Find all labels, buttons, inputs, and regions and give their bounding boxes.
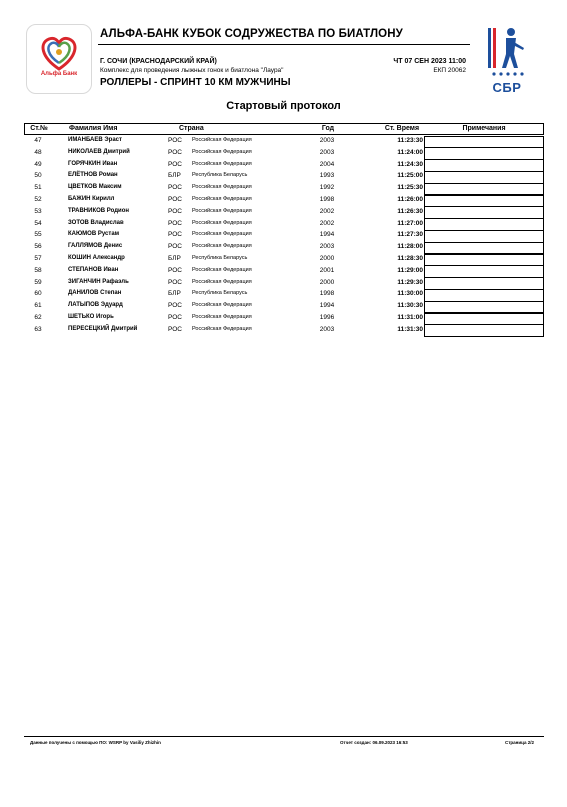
table-row [24, 170, 544, 182]
country-name: Российская Федерация [192, 243, 252, 250]
country-code: БЛР [168, 254, 181, 262]
table-row [24, 253, 544, 265]
start-number: 62 [34, 313, 42, 321]
event-title: АЛЬФА-БАНК КУБОК СОДРУЖЕСТВА ПО БИАТЛОНУ [100, 28, 403, 40]
start-time: 11:31:00 [397, 313, 423, 321]
country-name: Российская Федерация [192, 137, 252, 143]
biathlete-icon [484, 24, 530, 80]
country-code: БЛР [168, 172, 181, 180]
country-name: Российская Федерация [192, 184, 252, 191]
birth-year: 2004 [319, 160, 335, 168]
table-row [24, 265, 544, 277]
table-row [24, 312, 544, 324]
birth-year: 1996 [319, 313, 335, 321]
start-number: 61 [34, 302, 42, 310]
race-code: ЕКП 20062 [433, 67, 466, 74]
start-time: 11:26:30 [397, 207, 423, 215]
start-number: 50 [34, 172, 42, 180]
notes-cell [424, 324, 544, 337]
venue: Комплекс для проведения лыжных гонок и биатлона "Лаура" [100, 67, 284, 74]
country-name: Республика Беларусь [192, 254, 248, 261]
header-year: Год [321, 125, 335, 132]
header-divider [98, 44, 470, 45]
start-number: 53 [34, 207, 42, 215]
athlete-name: ДАНИЛОВ Степан [68, 290, 122, 297]
country-code: РОС [168, 266, 182, 274]
start-time: 11:29:00 [397, 266, 423, 274]
start-time: 11:24:00 [397, 148, 423, 156]
table-row [24, 147, 544, 159]
birth-year: 2003 [319, 137, 335, 144]
table-row [24, 300, 544, 312]
birth-year: 2003 [319, 325, 335, 333]
start-time: 11:25:00 [397, 172, 423, 180]
start-number: 60 [34, 290, 42, 298]
country-name: Российская Федерация [192, 325, 252, 332]
header-notes: Примечания [462, 125, 506, 132]
start-time: 11:28:00 [397, 243, 423, 251]
start-number: 55 [34, 231, 42, 239]
athlete-name: ЦВЕТКОВ Максим [68, 184, 122, 191]
table-row [24, 218, 544, 230]
start-number: 52 [34, 195, 42, 203]
start-time: 11:24:30 [397, 160, 423, 168]
table-row [24, 159, 544, 171]
athlete-name: ГАЛЛЯМОВ Денис [68, 243, 123, 250]
footer-page-number: Страница 2/2 [504, 740, 534, 745]
country-code: РОС [168, 184, 182, 192]
country-name: Российская Федерация [192, 278, 252, 285]
country-name: Российская Федерация [192, 148, 252, 155]
athlete-name: ГОРЯЧКИН Иван [68, 160, 118, 167]
athlete-name: ИМАНБАЕВ Эраст [68, 137, 122, 143]
birth-year: 2001 [319, 266, 335, 274]
country-code: РОС [168, 148, 182, 156]
country-code: РОС [168, 278, 182, 286]
athlete-name: ШЕТЬКО Игорь [68, 313, 114, 320]
country-code: РОС [168, 243, 182, 251]
birth-year: 2000 [319, 254, 335, 262]
birth-year: 1993 [319, 172, 335, 180]
header-start-time: Ст. Время [384, 125, 420, 132]
table-row [24, 288, 544, 300]
start-number: 56 [34, 243, 42, 251]
sbr-logo [484, 24, 530, 96]
country-name: Российская Федерация [192, 313, 252, 320]
start-number: 59 [34, 278, 42, 286]
country-code: РОС [168, 160, 182, 168]
table-row [24, 206, 544, 218]
footer-software: Данные получены с помощью ПО: WSRP by Vasiliy Zhizhin [30, 740, 161, 745]
start-number: 49 [34, 160, 42, 168]
athlete-name: ЗОТОВ Владислав [68, 219, 124, 226]
table-row [24, 229, 544, 241]
country-name: Российская Федерация [192, 219, 252, 226]
athlete-name: БАЖИН Кирилл [68, 195, 115, 202]
sbr-logo-text: СБР [492, 80, 522, 95]
table-row [24, 135, 544, 147]
start-time: 11:28:30 [397, 254, 423, 262]
country-code: РОС [168, 137, 182, 144]
athlete-name: ЕЛЁТНОВ Роман [68, 172, 118, 179]
footer-report-created: Отчет создан: 06.09.2023 16:53 [340, 740, 408, 745]
athlete-name: ТРАВНИКОВ Родион [68, 207, 130, 214]
start-time: 11:23:30 [397, 137, 423, 144]
table-row [24, 182, 544, 194]
country-code: РОС [168, 325, 182, 333]
country-name: Российская Федерация [192, 302, 252, 309]
start-time: 11:30:30 [397, 302, 423, 310]
footer-divider [24, 736, 544, 737]
birth-year: 2003 [319, 148, 335, 156]
heart-logo-icon [27, 25, 91, 93]
country-name: Российская Федерация [192, 160, 252, 167]
start-number: 47 [34, 137, 42, 144]
alfa-bank-cup-logo [26, 24, 92, 94]
start-number: 57 [34, 254, 42, 262]
country-code: РОС [168, 207, 182, 215]
athlete-name: СТЕПАНОВ Иван [68, 266, 119, 273]
country-code: БЛР [168, 290, 181, 298]
birth-year: 2000 [319, 278, 335, 286]
country-code: РОС [168, 219, 182, 227]
start-number: 63 [34, 325, 42, 333]
start-time: 11:30:00 [397, 290, 423, 298]
athlete-name: КАЮМОВ Рустам [68, 231, 120, 238]
country-code: РОС [168, 195, 182, 203]
header-start-number: Ст.№ [30, 125, 48, 132]
start-number: 58 [34, 266, 42, 274]
country-name: Российская Федерация [192, 231, 252, 238]
birth-year: 1998 [319, 195, 335, 203]
header-name: Фамилия Имя [69, 125, 118, 132]
start-number: 48 [34, 148, 42, 156]
birth-year: 2002 [319, 207, 335, 215]
start-number: 51 [34, 184, 42, 192]
race-title: РОЛЛЕРЫ - СПРИНТ 10 КМ МУЖЧИНЫ [100, 77, 291, 88]
athlete-name: ЗИГАНЧИН Рафаэль [68, 278, 129, 285]
table-body [24, 135, 544, 336]
header-country: Страна [179, 125, 204, 132]
birth-year: 1992 [319, 184, 335, 192]
birth-year: 1994 [319, 231, 335, 239]
start-time: 11:26:00 [397, 195, 423, 203]
start-time: 11:27:00 [397, 219, 423, 227]
athlete-name: ПЕРЕСЕЦКИЙ Дмитрий [68, 325, 138, 332]
athlete-name: ЛАТЫПОВ Эдуард [68, 302, 123, 309]
birth-year: 2003 [319, 243, 335, 251]
athlete-name: НИКОЛАЕВ Дмитрий [68, 148, 130, 155]
country-code: РОС [168, 302, 182, 310]
birth-year: 1994 [319, 302, 335, 310]
table-row [24, 194, 544, 206]
start-time: 11:27:30 [397, 231, 423, 239]
location: Г. СОЧИ (КРАСНОДАРСКИЙ КРАЙ) [100, 58, 217, 65]
country-name: Российская Федерация [192, 207, 252, 214]
country-name: Республика Беларусь [192, 172, 248, 179]
birth-year: 1998 [319, 290, 335, 298]
start-list-table [24, 123, 544, 336]
country-name: Российская Федерация [192, 266, 252, 273]
athlete-name: КОШИН Александр [68, 254, 125, 261]
alfa-bank-logo-text: Альфа Банк [40, 71, 78, 77]
table-row [24, 277, 544, 289]
country-code: РОС [168, 231, 182, 239]
table-row [24, 241, 544, 253]
table-header [24, 123, 544, 135]
birth-year: 2002 [319, 219, 335, 227]
start-time: 11:25:30 [397, 184, 423, 192]
start-time: 11:29:30 [397, 278, 423, 286]
country-name: Российская Федерация [192, 195, 252, 202]
protocol-title: Стартовый протокол [226, 100, 341, 112]
country-name: Республика Беларусь [192, 290, 248, 297]
country-code: РОС [168, 313, 182, 321]
start-number: 54 [34, 219, 42, 227]
start-time: 11:31:30 [397, 325, 423, 333]
race-datetime: ЧТ 07 СЕН 2023 11:00 [393, 58, 466, 65]
table-row [24, 324, 544, 336]
